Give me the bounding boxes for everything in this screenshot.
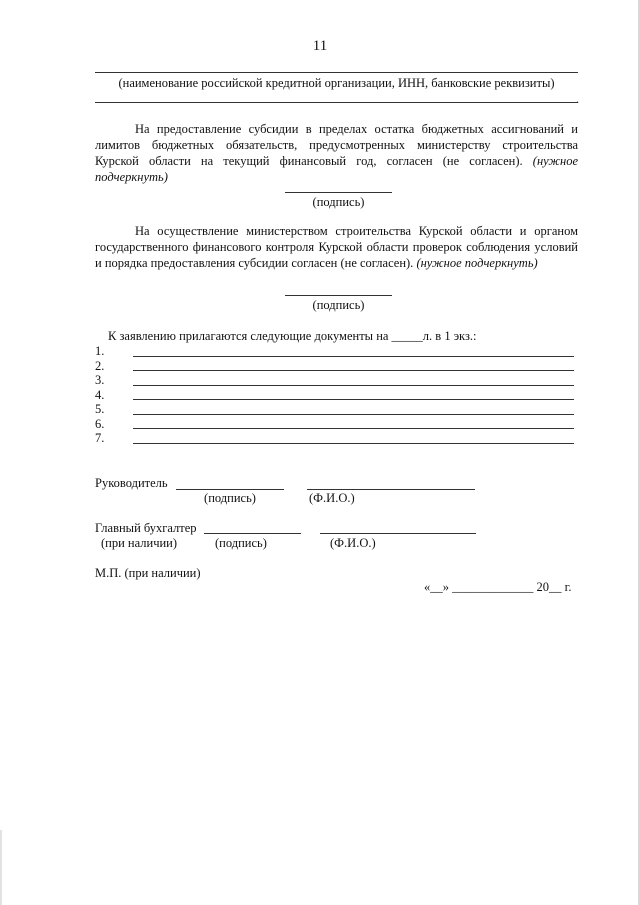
accountant-label: Главный бухгалтер xyxy=(95,521,197,535)
accountant-name-caption: (Ф.И.О.) xyxy=(330,536,376,550)
accountant-name-line xyxy=(320,533,476,534)
document-item-line xyxy=(133,414,574,415)
consent-subsidy-text: На предоставление субсидии в пределах остатка бюджетных ассигнований и лимитов бюджетных обязательств, предусмотренных министерству строительства Курской области на текущий финансовый год, согласен (не согласен). xyxy=(95,122,578,168)
document-item-line xyxy=(133,356,574,357)
head-name-line xyxy=(307,489,475,490)
document-item-number: 6. xyxy=(95,417,105,431)
head-signature-line xyxy=(176,489,284,490)
head-label: Руководитель xyxy=(95,476,168,490)
accountant-signature-line xyxy=(204,533,301,534)
document-item-number: 2. xyxy=(95,359,105,373)
document-item-number: 7. xyxy=(95,431,105,445)
page-number: 11 xyxy=(312,38,328,54)
consent-subsidy-note: (нужное подчеркнуть) xyxy=(95,154,579,184)
consent-subsidy-signature-line xyxy=(285,192,392,193)
date-line: «__» _____________ 20__ г. xyxy=(424,580,572,594)
consent-audit-note: (нужное подчеркнуть) xyxy=(416,256,538,270)
consent-audit-signature-caption: (подпись) xyxy=(312,298,365,312)
document-item-line xyxy=(133,399,574,400)
document-item-number: 4. xyxy=(95,388,105,402)
consent-subsidy-paragraph xyxy=(95,121,578,185)
document-item-line xyxy=(133,370,574,371)
document-item-line xyxy=(133,443,574,444)
document-item-number: 5. xyxy=(95,402,105,416)
stamp-note: М.П. (при наличии) xyxy=(95,566,201,580)
head-signature-caption: (подпись) xyxy=(204,491,256,505)
consent-subsidy-signature-caption: (подпись) xyxy=(312,195,365,209)
org-caption: (наименование российской кредитной организации, ИНН, банковские реквизиты) xyxy=(118,76,555,90)
org-name-line xyxy=(95,72,578,73)
consent-audit-paragraph xyxy=(95,223,578,271)
documents-intro: К заявлению прилагаются следующие документы на _____л. в 1 экз.: xyxy=(108,329,477,343)
document-item-line xyxy=(133,385,574,386)
consent-audit-text: На осуществление министерством строительства Курской области и органом государственного финансового контроля Курской области проверок соблюдения условий и порядка предоставления субсидии согласен (не согласен). xyxy=(95,224,578,270)
org-details-line xyxy=(95,102,577,103)
document-item-number: 1. xyxy=(95,344,105,358)
page-edge-left xyxy=(0,830,2,905)
accountant-signature-caption: (подпись) xyxy=(215,536,267,550)
document-item-line xyxy=(133,428,574,429)
head-name-caption: (Ф.И.О.) xyxy=(309,491,355,505)
accountant-note: (при наличии) xyxy=(101,536,178,550)
consent-audit-signature-line xyxy=(285,295,392,296)
document-item-number: 3. xyxy=(95,373,105,387)
org-trailing-dot: . xyxy=(576,92,580,106)
